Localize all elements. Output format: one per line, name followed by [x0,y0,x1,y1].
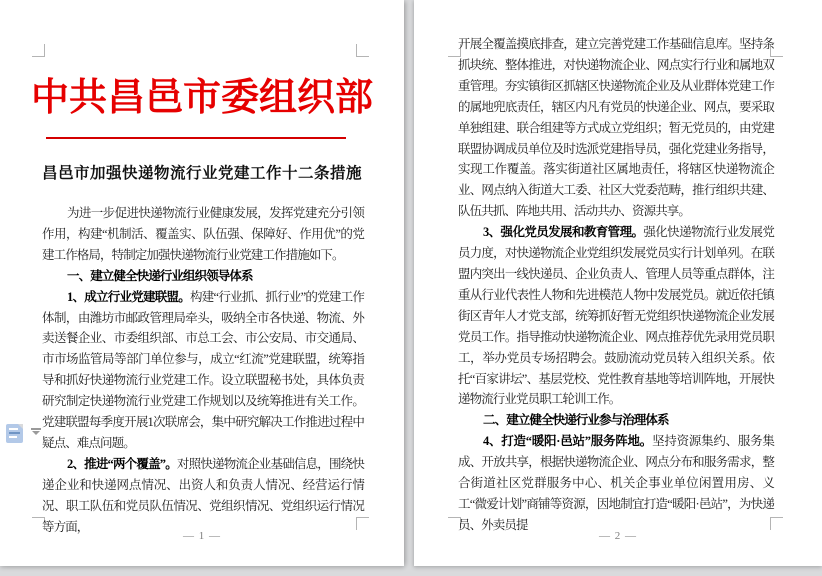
page-1-body [42,203,364,538]
continuation-paragraph: 开展全覆盖摸底排查，建立完善党建工作基础信息库。坚持条抓块统、整体推进，对快递物流企业、网点实行行业和属地双重管理。夯实镇街区抓辖区快递物流企业及从业群体党建工作的属地兜底责任，辖区内凡有党员的快递企业、网点，要采取单独组建、联合组建等方式成立党组织；暂无党员的，由党建联盟协调成员单位及时选派党建指导员，强化党建业务指导，实现工作覆盖。落实街道社区属地责任，将辖区快递物流企业、网点纳入街道大工委、社区大党委范畴，推行组织共建、队伍共抓、阵地共用、活动共办、资源共享。 [458,37,774,219]
page-fold [18,424,23,429]
doc-line [9,432,20,434]
intro-paragraph: 为进一步促进快递物流行业健康发展，发挥党建充分引领作用，构建“机制活、覆盖实、队伍强、保障好、作用优”的党建工作格局，特制定加强快递物流行业党建工作措施如下。 [42,206,364,262]
item-2-text: 对照快递物流企业基础信息，围绕快递企业和快递网点情况、出资人和负责人情况、经营运行情况、职工队伍和党员队伍情况、党组织情况、党组织运行情况等方面， [42,456,364,534]
margin-mark [32,44,45,57]
item-4-lead: 4、打造“暖阳·邑站”服务阵地。 [483,434,653,449]
letterhead-divider [46,137,346,139]
item-1-lead: 1、成立行业党建联盟。 [67,289,191,304]
page-2 [414,0,822,566]
page-1 [0,0,404,566]
item-3-lead: 3、强化党员发展和教育管理。 [483,225,644,240]
doc-line [9,436,17,438]
margin-mark [356,44,369,57]
section-1-heading: 一、建立健全快递行业组织领导体系 [67,268,253,283]
item-1-paragraph [42,287,364,454]
doc-line [9,428,18,430]
section-2-heading: 二、建立健全快递行业参与治理体系 [483,413,669,428]
margin-widget[interactable] [6,424,40,444]
page-1-number: — 1 — [183,530,221,542]
item-3-text: 强化快递物流行业发展党员力度，对快递物流企业党组织发展党员实行计划单列。在联盟内突出一线快递员、企业负责人、管理人员等重点群体，注重从行业代表性人物和先进模范人物中发展党员。就近依托镇街区青年人才党支部，统筹抓好暂无党组织快递物流企业发展党员工作。指导推动快递物流企业、网点推荐优先录用党员职工，举办党员专场招聘会。鼓励流动党员转入组织关系。依托“百家讲坛”、基层党校、党性教育基地等培训阵地，开展快递物流行业党员职工轮训工作。 [458,225,774,407]
item-3-paragraph [458,222,774,410]
page-2-body [458,34,774,536]
item-4-text: 坚持资源集约、服务集成、开放共享，根据快递物流企业、网点分布和服务需求，整合街道社区党群服务中心、机关企事业单位闲置用房、义工“微爱计划”商铺等资源，因地制宜打造“暖阳·邑站”，为快递员、外卖员提 [458,434,774,532]
item-2-paragraph [42,454,364,538]
document-options-icon[interactable] [6,424,23,443]
chevron-down-icon[interactable] [32,431,40,435]
letterhead-org-name: 中共昌邑市委组织部 [30,77,373,119]
item-4-paragraph [458,431,774,536]
item-2-lead: 2、推进“两个覆盖”。 [67,456,177,471]
page-2-number: — 2 — [599,530,637,542]
item-1-text: 构建“行业抓、抓行业”的党建工作体制，由潍坊市邮政管理局牵头，吸纳全市各快递、物流、外卖送餐企业、市委组织部、市总工会、市公安局、市交通局、市市场监管局等部门单位参与，成立“红流”党建联盟，统筹指导和抓好快递物流行业党建工作。设立联盟秘书处，具体负责研究制定快递物流行业党建工作规划以及统筹推进有关工作。党建联盟每季度开展1次联席会，集中研究解决工作推进过程中疑点、难点问题。 [42,289,364,450]
document-title: 昌邑市加强快递物流行业党建工作十二条措施 [41,165,362,182]
